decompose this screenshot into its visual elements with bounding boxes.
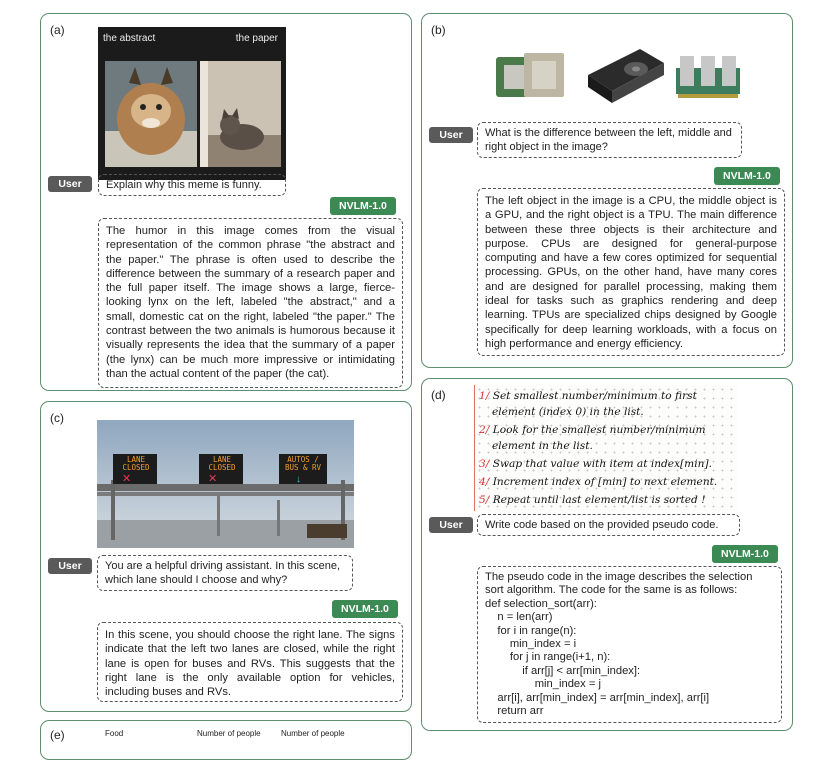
note-line: [492, 405, 644, 419]
note-text: Repeat until last element/list is sorted !: [492, 494, 706, 506]
cat-photo: [200, 61, 281, 167]
user-badge: User: [429, 127, 473, 143]
note-line: [479, 423, 706, 437]
model-response: In this scene, you should choose the right lane. The signs indicate that the left two lanes are closed, while the right lane is open for buses and RVs. This suggests that the right lane is the only available option for vehicles, including buses and RVs.: [97, 622, 403, 702]
user-badge: User: [48, 558, 92, 574]
note-number: 4/: [479, 476, 490, 488]
tpu-photo: [674, 50, 742, 102]
code-line: min_index = j: [485, 678, 601, 691]
note-text: Set smallest number/minimum to first: [492, 390, 697, 402]
user-prompt: What is the difference between the left, middle and right object in the image?: [477, 122, 742, 158]
svg-text:✕: ✕: [122, 473, 132, 485]
sign-left-text: LANE CLOSED: [122, 455, 150, 472]
panel-e: [40, 720, 412, 760]
code-line: n = len(arr): [485, 611, 553, 624]
code-line: def selection_sort(arr):: [485, 597, 597, 610]
model-response: The left object in the image is a CPU, the middle object is a GPU, and the right object is a TPU. The main difference between these three objects is their architecture and purpose. CPUs are designed for general-purpose computing and have a few cores optimized for sequential processing. GPUs, on the other hand, have many cores and are designed for parallel processing, making them ideal for tasks such as graphics rendering and deep learning. TPUs are specialized chips designed by Google specifically for deep learning workloads, with a focus on high performance and energy efficiency.: [477, 188, 785, 356]
model-badge: NVLM-1.0: [332, 600, 398, 618]
note-text: Swap that value with item at index[min].: [492, 458, 712, 470]
user-prompt: Explain why this meme is funny.: [98, 174, 286, 196]
note-number: 3/: [479, 458, 490, 470]
code-line: for i in range(n):: [485, 624, 577, 637]
handwritten-note: [474, 385, 737, 511]
code-line: if arr[j] < arr[min_index]:: [485, 664, 641, 677]
note-number: 1/: [479, 390, 490, 402]
note-number: 5/: [479, 494, 490, 506]
model-badge: NVLM-1.0: [712, 545, 778, 563]
table-header-people-1: Number of people: [197, 729, 261, 738]
table-header-food: Food: [105, 729, 124, 738]
svg-text:↓: ↓: [296, 474, 301, 485]
model-response: The humor in this image comes from the visual representation of the common phrase "the abstract and the paper." The phrase is often used to describe the difference between the summary of a research paper and the full paper itself. The image shows a large, fierce-looking lynx on the left, labeled "the abstract," and a small, domestic cat on the right, labeled "the paper." The contrast between the two animals is humorous because it visually represents the idea that the summary of a paper (the lynx) can be much more impressive or intimidating than the actual content of the paper (the cat).: [98, 218, 403, 388]
model-response: [477, 566, 782, 723]
meme-left-caption: the abstract: [103, 33, 156, 44]
sign-middle-text: LANE CLOSED: [208, 455, 236, 472]
panel-b: [421, 13, 793, 368]
note-line: [479, 475, 717, 489]
model-badge: NVLM-1.0: [330, 197, 396, 215]
cpu-photo: [494, 49, 566, 105]
code-line: min_index = i: [485, 638, 577, 651]
panel-label: (c): [50, 411, 64, 425]
panel-a: [40, 13, 412, 391]
meme-image: [98, 27, 286, 180]
code-line: arr[i], arr[min_index] = arr[min_index], arr[i]: [485, 691, 710, 704]
table-header-people-2: Number of people: [281, 729, 345, 738]
highway-photo: [97, 420, 354, 548]
lynx-photo: [105, 61, 197, 167]
user-badge: User: [48, 176, 92, 192]
note-line: [479, 493, 705, 507]
svg-text:✕: ✕: [208, 473, 218, 485]
sign-right-text: AUTOS / BUS & RV: [284, 455, 322, 472]
note-text: Increment index of [min] to next element.: [492, 476, 718, 488]
gpu-photo: [584, 45, 666, 107]
code-line: return arr: [485, 705, 544, 718]
model-badge: NVLM-1.0: [714, 167, 780, 185]
response-intro: The pseudo code in the image describes the selection sort algorithm. The code for the same is as follows:: [485, 571, 753, 597]
user-prompt: Write code based on the provided pseudo code.: [477, 514, 740, 536]
panel-label: (b): [431, 23, 446, 37]
panel-label: (a): [50, 23, 65, 37]
panel-label: (e): [50, 728, 65, 742]
note-line: [479, 457, 712, 471]
panel-label: (d): [431, 388, 446, 402]
note-text: Look for the smallest number/minimum: [492, 424, 706, 436]
note-text: element (index 0) in the list.: [492, 406, 644, 418]
user-badge: User: [429, 517, 473, 533]
code-line: for j in range(i+1, n):: [485, 651, 611, 664]
user-prompt: You are a helpful driving assistant. In this scene, which lane should I choose and why?: [97, 555, 353, 591]
meme-right-caption: the paper: [235, 33, 278, 44]
note-line: [479, 389, 697, 403]
panel-c: [40, 401, 412, 712]
panel-d: [421, 378, 793, 731]
note-text: element in the list.: [492, 440, 593, 452]
note-number: 2/: [479, 424, 490, 436]
note-line: [492, 439, 593, 453]
